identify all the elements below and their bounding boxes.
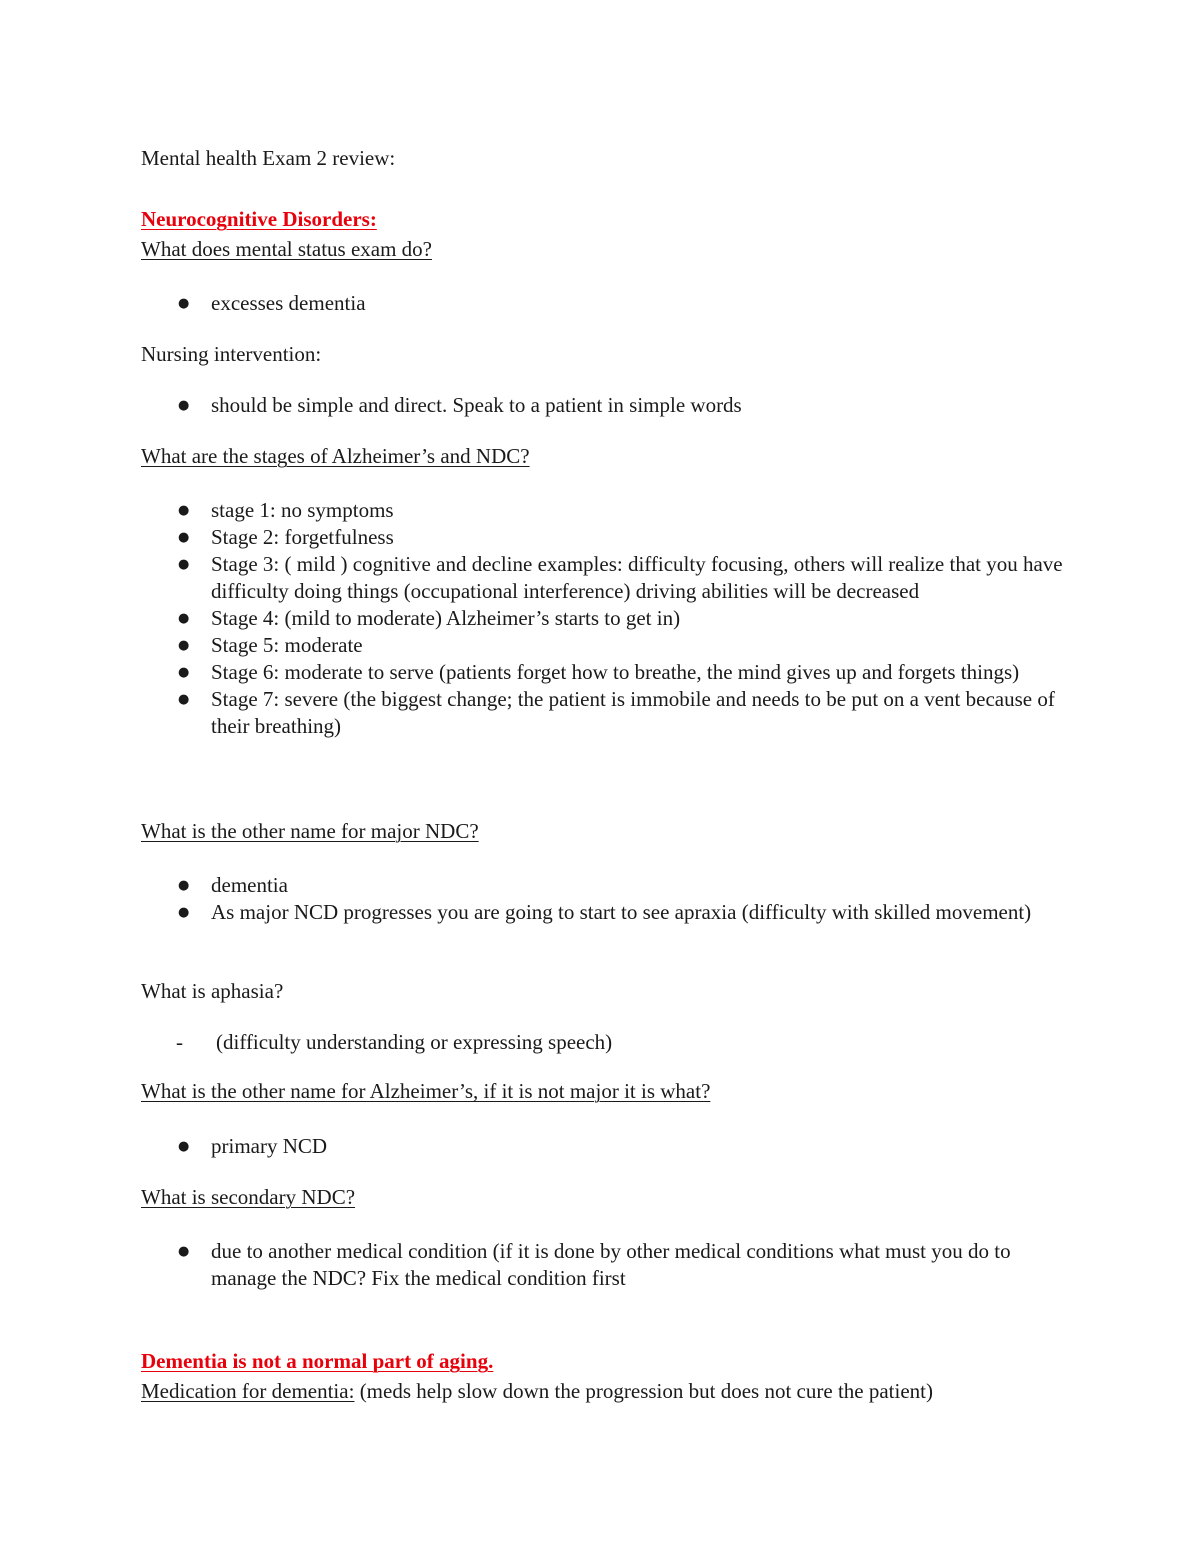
list-item: ● excesses dementia [141,290,1071,317]
nursing-intervention-list [141,392,1071,419]
secondary-list [141,1238,1071,1292]
medication-text: (meds help slow down the progression but does not cure the patient) [359,1379,933,1403]
list-item: ● stage 1: no symptoms [141,497,1071,524]
section-heading-dementia: Dementia is not a normal part of aging. [141,1349,494,1373]
list-item: ● dementia [141,872,1071,899]
question-aphasia: What is aphasia? [141,979,284,1003]
medication-line [141,1378,1071,1405]
medication-label: Medication for dementia: [141,1379,355,1403]
section-heading-neurocognitive: Neurocognitive Disorders: [141,207,377,231]
other-name-list [141,872,1071,926]
list-item: ● Stage 5: moderate [141,632,1071,659]
list-item: ● As major NCD progresses you are going to start to see apraxia (difficulty with skilled movement) [141,899,1071,926]
question-alzheimers-name: What is the other name for Alzheimer’s, if it is not major it is what? [141,1079,711,1103]
document-title: Mental health Exam 2 review: [141,146,396,170]
alzheimers-list [141,1133,1071,1160]
list-item: ● Stage 3: ( mild ) cognitive and decline examples: difficulty focusing, others will realize that you have difficulty doing things (occupational interference) driving abilities will be decreased [141,551,1071,605]
question-secondary-ndc: What is secondary NDC? [141,1185,356,1209]
mental-status-list [141,290,1071,317]
question-stages: What are the stages of Alzheimer’s and NDC? [141,444,530,468]
list-item: ● should be simple and direct. Speak to a patient in simple words [141,392,1071,419]
aphasia-list [141,1029,1071,1056]
stages-list [141,497,1071,740]
list-item: ● Stage 6: moderate to serve (patients forget how to breathe, the mind gives up and forgets things) [141,659,1071,686]
question-other-name-ndc: What is the other name for major NDC? [141,819,479,843]
nursing-intervention-label: Nursing intervention: [141,342,322,366]
list-item: - (difficulty understanding or expressing speech) [141,1029,1071,1056]
list-item: ● Stage 2: forgetfulness [141,524,1071,551]
list-item: ● due to another medical condition (if it is done by other medical conditions what must you do to manage the NDC? Fix the medical condition first [141,1238,1071,1292]
list-item: ● Stage 7: severe (the biggest change; the patient is immobile and needs to be put on a vent because of their breathing) [141,686,1071,740]
list-item: ● primary NCD [141,1133,1071,1160]
question-mental-status: What does mental status exam do? [141,237,432,261]
list-item: ● Stage 4: (mild to moderate) Alzheimer’s starts to get in) [141,605,1071,632]
